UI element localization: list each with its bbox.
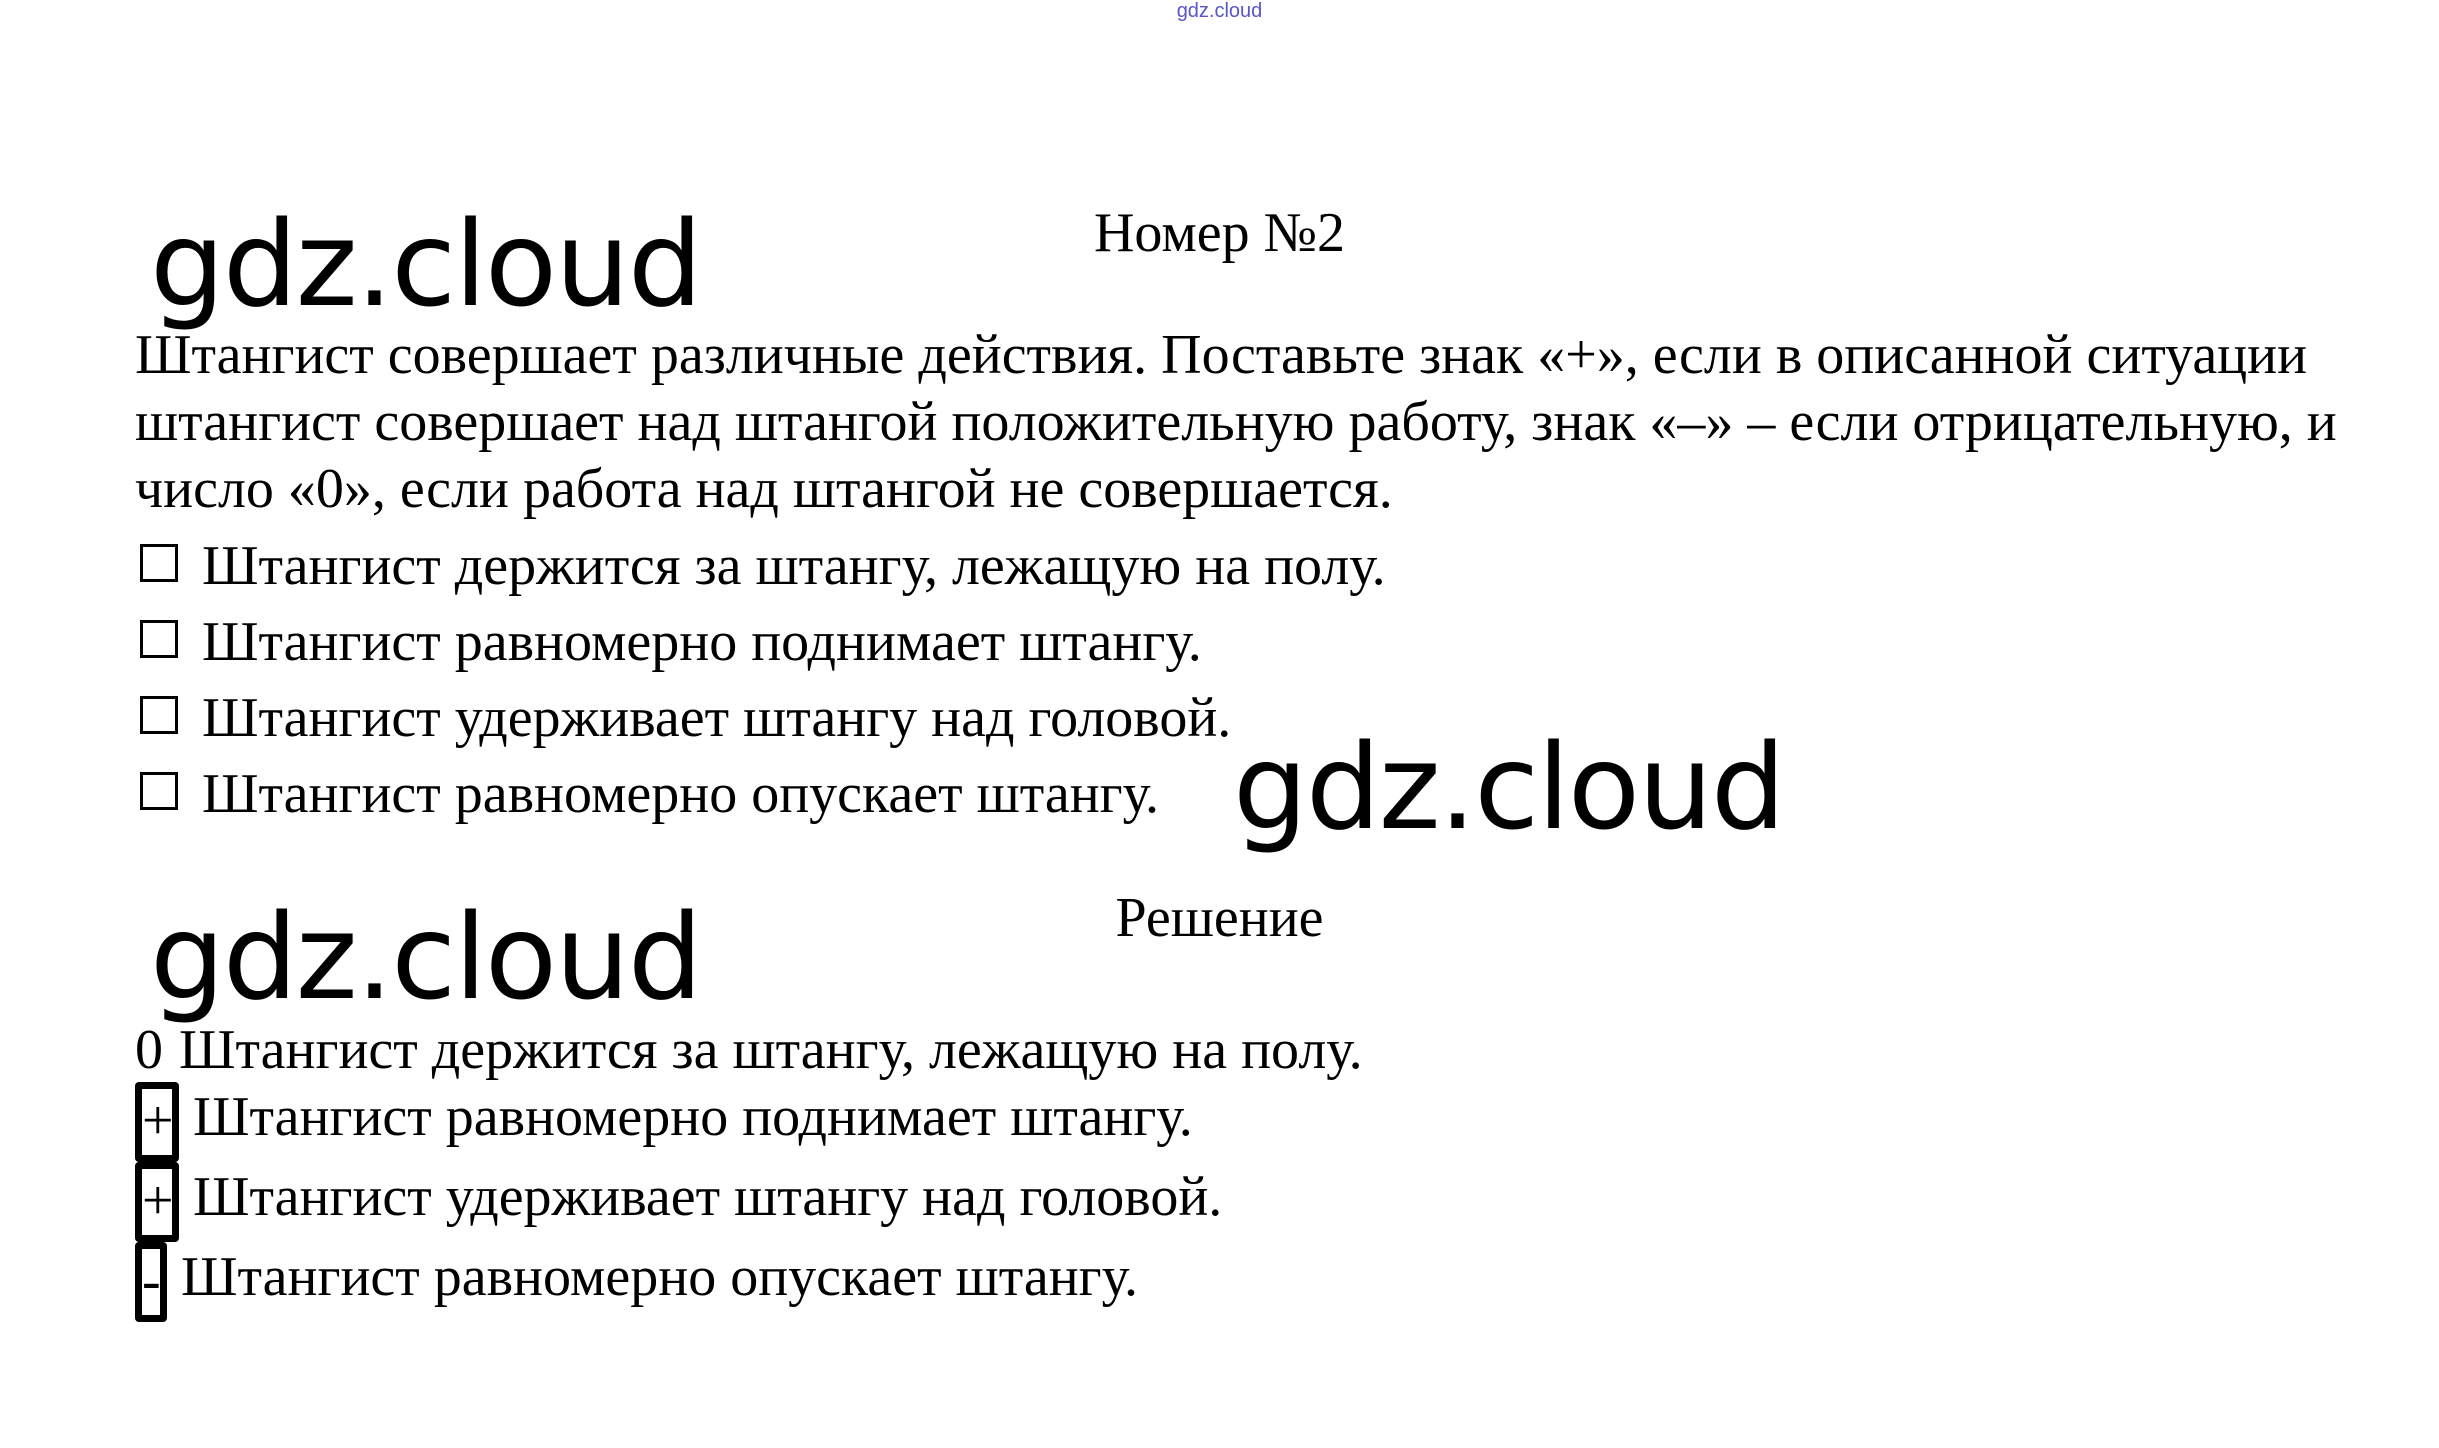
task-item xyxy=(140,612,1202,672)
solution-item xyxy=(135,1242,1138,1322)
solution-item-text: Штангист равномерно поднимает штангу. xyxy=(193,1085,1193,1148)
task-item-text: Штангист удерживает штангу над головой. xyxy=(202,687,1232,749)
task-title: Номер №2 xyxy=(1093,202,1346,264)
solution-item-text: Штангист держится за штангу, лежащую на полу. xyxy=(179,1019,1363,1081)
solution-mark-boxed: + xyxy=(135,1162,179,1242)
solution-mark-boxed: + xyxy=(135,1082,179,1162)
top-watermark: gdz.cloud xyxy=(1176,0,1263,22)
solution-mark: 0 xyxy=(135,1019,163,1081)
checkbox-empty-icon xyxy=(140,772,178,810)
task-item-text: Штангист держится за штангу, лежащую на полу. xyxy=(202,535,1386,597)
watermark-logo-middle: gdz.cloud xyxy=(1233,718,1784,856)
checkbox-empty-icon xyxy=(140,544,178,582)
task-item-text: Штангист равномерно опускает штангу. xyxy=(202,763,1160,825)
task-item-text: Штангист равномерно поднимает штангу. xyxy=(202,611,1202,673)
solution-mark-boxed: - xyxy=(135,1242,167,1322)
solution-item-text: Штангист удерживает штангу над головой. xyxy=(193,1165,1223,1228)
watermark-logo-top: gdz.cloud xyxy=(150,195,701,333)
solution-item xyxy=(135,1020,1363,1080)
task-intro: Штангист совершает различные действия. Поставьте знак «+», если в описанной ситуации штангист совершает над штангой положительную работу, знак «–» – если отрицательную, и число «0», если работа над штангой не совершается. xyxy=(135,324,2337,520)
checkbox-empty-icon xyxy=(140,620,178,658)
watermark-logo-bottom: gdz.cloud xyxy=(150,888,701,1026)
solution-item-text: Штангист равномерно опускает штангу. xyxy=(181,1245,1139,1308)
task-item xyxy=(140,536,1386,596)
task-item xyxy=(140,764,1159,824)
solution-item xyxy=(135,1162,1222,1242)
solution-title: Решение xyxy=(1115,887,1324,949)
solution-item xyxy=(135,1082,1193,1162)
task-item xyxy=(140,688,1231,748)
checkbox-empty-icon xyxy=(140,696,178,734)
